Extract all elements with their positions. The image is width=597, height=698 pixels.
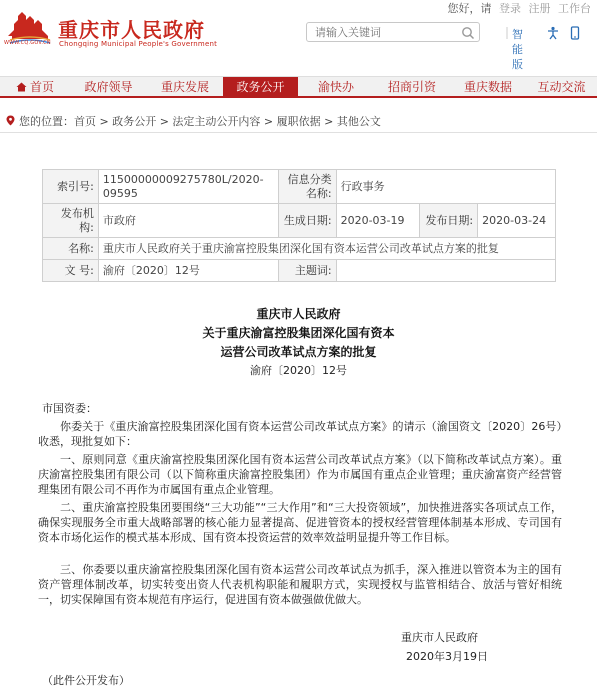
breadcrumb-path[interactable]: 首页 > 政务公开 > 法定主动公开内容 > 履职依据 > 其他公文 [74, 115, 381, 128]
accessibility-icon[interactable] [546, 26, 560, 40]
search-box [306, 22, 480, 42]
signature: 重庆市人民政府 [401, 631, 478, 644]
document-title-line3: 运营公司改革试点方案的批复 [220, 345, 377, 359]
paragraph-2: 一、原则同意《重庆渝富控股集团深化国有资本运营公司改革试点方案》（以下简称改革试点方案）。重庆渝富控股集团有限公司（以下简称重庆渝富控股集团）作为市属国有重点企业管理；重庆渝富资产经营管理集团有限公司不再作为市属国有重点企业管理。 [38, 453, 562, 496]
created-date-label: 生成日期: [278, 204, 336, 238]
search-input[interactable] [307, 23, 457, 41]
addressee: 市国资委： [42, 402, 97, 415]
doc-number-label: 文 号: [43, 260, 99, 282]
issuer-label: 发布机构: [43, 204, 99, 238]
category-value: 行政事务 [336, 170, 555, 204]
document-info-table [42, 169, 556, 282]
workbench-link[interactable]: 工作台 [558, 2, 591, 15]
published-date-value: 2020-03-24 [478, 204, 556, 238]
breadcrumb-prefix: 您的位置： [19, 115, 74, 128]
document-number: 渝府〔2020〕12号 [250, 364, 347, 377]
main-nav [0, 76, 597, 98]
logo-url-text: WWW.CQ.GOV.CN [4, 40, 51, 46]
created-date-value: 2020-03-19 [336, 204, 420, 238]
smart-version-button[interactable]: 智能版 [512, 28, 523, 71]
published-date-label: 发布日期: [420, 204, 478, 238]
doc-number-value: 渝府〔2020〕12号 [98, 260, 278, 282]
site-subtitle: Chongqing Municipal People's Government [59, 40, 218, 48]
paragraph-4: 三、你委要以重庆渝富控股集团深化国有资本运营公司改革试点为抓手，深入推进以管资本为主的国有资产管理体制改革，切实转变出资人代表机构职能和履职方式，实现授权与监管相结合、放活与管好相统一，切实保障国有资本规范有序运行，促进国有资本做强做优做大。 [38, 563, 562, 606]
index-label: 索引号: [43, 170, 99, 204]
breadcrumb [6, 113, 381, 129]
document-title-line1: 重庆市人民政府 [256, 307, 341, 321]
nav-item-investment[interactable]: 招商引资 [387, 80, 436, 94]
category-label: 信息分类名称: [278, 170, 336, 204]
nav-item-yukuaiban[interactable]: 渝快办 [317, 80, 354, 94]
index-value: 11500000009275780L/2020-09595 [98, 170, 278, 204]
name-value: 重庆市人民政府关于重庆渝富控股集团深化国有资本运营公司改革试点方案的批复 [98, 238, 555, 260]
nav-item-government-affairs[interactable]: 政务公开 [223, 77, 298, 98]
name-label: 名称: [43, 238, 99, 260]
site-header [0, 0, 597, 74]
login-link[interactable]: 登录 [499, 2, 521, 15]
paragraph-3: 二、重庆渝富控股集团要围绕“三大功能”“三大作用”和“三大投资领域”，加快推进落实各项试点工作，确保实现服务全市重大战略部署的核心能力显著提高、促进管资本的授权经营管理体制基本形成、专司国有资本市场化运作的模式基本形成、国有资本投资运营的效率效益明显提升等工作目标。 [38, 501, 562, 544]
home-icon [16, 82, 27, 92]
register-link[interactable]: 注册 [528, 2, 551, 15]
nav-item-development[interactable]: 重庆发展 [160, 80, 209, 94]
search-icon[interactable] [461, 26, 475, 40]
site-title[interactable]: 重庆市人民政府 [58, 18, 205, 42]
subject-label: 主题词: [278, 260, 336, 282]
issuer-value: 市政府 [98, 204, 278, 238]
mobile-icon[interactable] [568, 26, 582, 40]
nav-item-home[interactable] [0, 77, 70, 98]
nav-item-data[interactable]: 重庆数据 [463, 80, 512, 94]
nav-item-interaction[interactable]: 互动交流 [537, 80, 586, 94]
nav-item-leaders[interactable]: 政府领导 [84, 80, 133, 94]
greeting-text: 您好，请 [447, 2, 492, 15]
divider [0, 132, 597, 133]
paragraph-1: 你委关于《重庆渝富控股集团深化国有资本运营公司改革试点方案》的请示（渝国资文〔2020〕26号）收悉，现批复如下： [38, 420, 562, 448]
signature-date: 2020年3月19日 [406, 650, 488, 663]
nav-item-label: 首页 [29, 80, 54, 94]
subject-value [336, 260, 555, 282]
publication-note: （此件公开发布） [42, 674, 130, 687]
location-pin-icon [6, 115, 15, 126]
document-title-line2: 关于重庆渝富控股集团深化国有资本 [202, 326, 395, 340]
user-greeting [448, 0, 592, 16]
